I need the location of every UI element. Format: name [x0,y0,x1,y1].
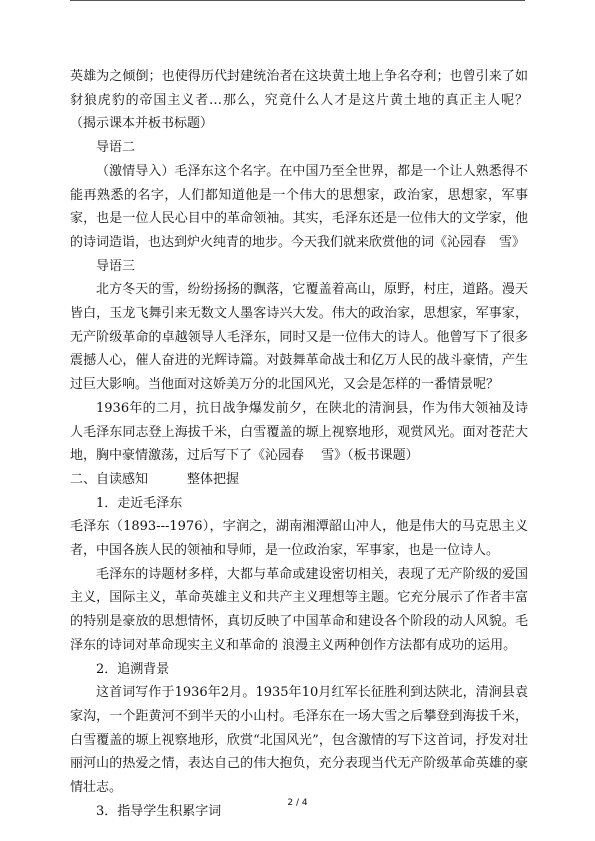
page-number: 2 / 4 [287,798,308,808]
section-heading: 二、自读感知 整体把握 [70,471,240,487]
section-heading: 导语二 [96,140,136,156]
paragraph: 毛泽东（1893---1976），字润之，湖南湘潭韶山冲人，他是伟大的马克思主义者，中国各族人民的领袖和导师，是一位政治家，军事家，也是一位诗人。 [70,519,528,559]
paragraph: 英雄为之倾倒；也使得历代封建统治者在这块黄土地上争名夺利；也曾引来了如豺狼虎豹的帝国主义者…那么，究竟什么人才是这片黄土地的真正主人呢？ （揭示课本并板书标题） [70,69,555,132]
paragraph: 北方冬天的雪，纷纷扬扬的飘落，它覆盖着高山，原野，村庄，道路。漫天皆白，玉龙飞舞引来无数文人墨客诗兴大发。伟大的政治家，思想家，军事家，无产阶级革命的卓越领导人毛泽东，同时又是一位伟大的诗人。他曾写下了很多震撼人心，催人奋进的光辉诗篇。对鼓舞革命战士和亿万人民的战斗豪情，产生过巨大影响。当他面对这娇美万分的北国风光，又会是怎样的一番情景呢？ [70,282,528,393]
paragraph: 1936年的二月，抗日战争爆发前夕，在陕北的清涧县，作为伟大领袖及诗人毛泽东同志登上海拔千米，白雪覆盖的塬上视察地形，观赏风光。面对苍茫大地，胸中豪情激荡，过后写下了《沁园春 雪》（板书课题） [70,400,528,464]
paragraph: 这首词写作于1936年2月。1935年10月红军长征胜利到达陕北，清涧县袁家沟，一个距黄河不到半天的小山村。毛泽东在一场大雪之后攀登到海拔千米，白雪覆盖的塬上视察地形，欣赏“北国风光”，包含激情的写下这首词，抒发对壮丽河山的热爱之情，表达自己的伟大抱负，充分表现当代无产阶级革命英雄的豪情壮志。 [70,685,528,796]
subsection-heading: 2．追溯背景 [96,661,170,677]
paragraph: （激情导入）毛泽东这个名字。在中国乃至全世界，都是一个让人熟悉得不能再熟悉的名字，人们都知道他是一个伟大的思想家，政治家，思想家，军事家，也是一位人民心目中的革命领袖。其实，毛泽东还是一位伟大的文学家，他的诗词造诣，也达到炉火纯青的地步。今天我们就来欣赏他的词《沁园春 雪》 [70,163,528,250]
paragraph: 毛泽东的诗题材多样，大都与革命或建设密切相关，表现了无产阶级的爱国主义，国际主义，革命英雄主义和共产主义理想等主题。它充分展示了作者丰富的特别是豪放的思想情怀，真切反映了中国革命和建设各个阶段的动人风貌。毛泽东的诗词对革命现实主义和革命的 浪漫主义两种创作方法都有成功的运用。 [70,566,528,653]
subsection-heading: 3．指导学生积累字词 [96,803,222,819]
header-rule [70,0,525,1]
body-text [70,65,555,824]
subsection-heading: 1．走近毛泽东 [96,495,183,511]
section-heading: 导语三 [96,258,136,274]
